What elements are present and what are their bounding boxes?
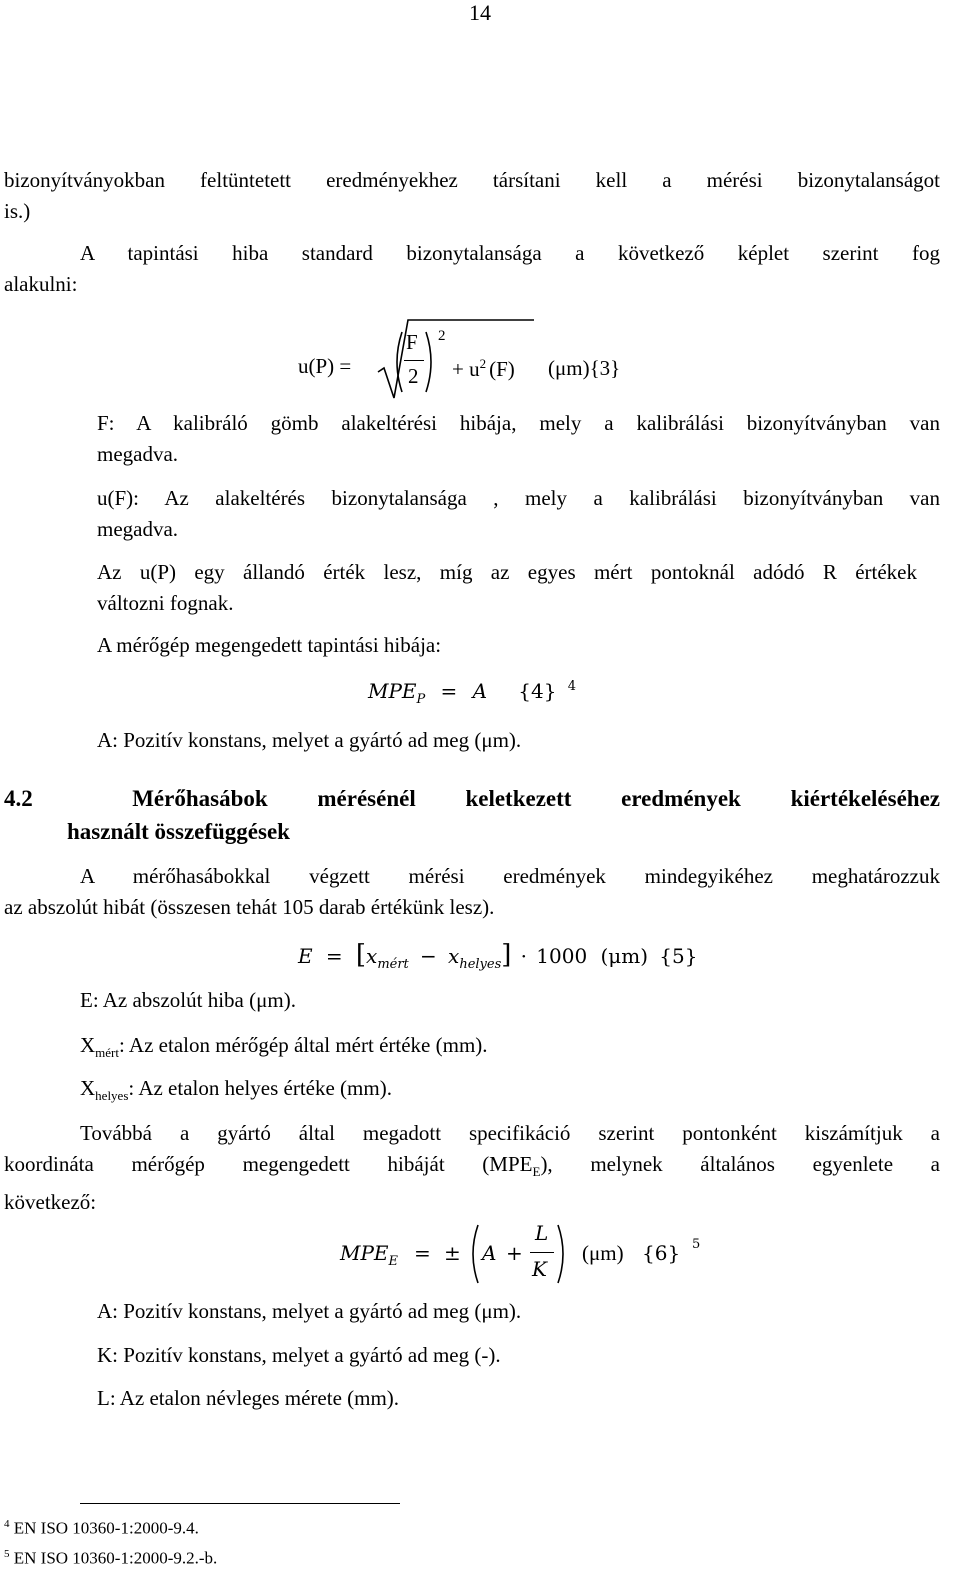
eq3-lhs: u(P) = [298,354,352,378]
eq6-a: A [482,1241,497,1265]
eq3-unit-tag [548,356,620,381]
paragraph-line: bizonyítványokban feltüntetett eredményekhez társítani kell a mérési bizonytalanságot [4,168,940,192]
eq6-lhs: MPE [340,1241,389,1265]
definition-line: megadva. [97,517,179,541]
equation-5 [298,940,697,972]
eq5-x2-sub: helyes [459,957,502,973]
paragraph-uncertainty-intro [4,238,940,300]
paragraph-line: Továbbá a gyártó által megadott specifikáció szerint pontonként kiszámítjuk a [80,1121,940,1145]
eq6-numerator: L [535,1221,549,1245]
spec-text-b: ), melynek általános egyenlete a [540,1152,940,1176]
definition-line: u(F): Az alakeltérés bizonytalansága , mely a kalibrálási bizonyítványban van [97,486,940,510]
eq3-u-exponent: 2 [479,356,487,371]
eq3-tag: {3} [589,356,621,380]
eq6-unit: (μm) [582,1241,624,1265]
eq4-rhs: A [472,679,488,703]
definition-line: megadva. [97,442,179,466]
fraction-bar [404,360,424,361]
paragraph-line: A mérőhasábokkal végzett mérési eredmények mindegyikéhez meghatározzuk [80,864,940,888]
paragraph-line: A tapintási hiba standard bizonytalansága a következő képlet szerint fog [80,241,940,265]
eq6-tag: {6} [642,1241,681,1265]
definition-A-2: A: Pozitív konstans, melyet a gyártó ad meg (μm). [97,1299,522,1323]
footnote-text: EN ISO 10360-1:2000-9.2.-b. [13,1548,218,1568]
definition-K: K: Pozitív konstans, melyet a gyártó ad meg (-). [97,1343,501,1367]
section-number: 4.2 [4,786,33,811]
eq6-plus: + [506,1241,523,1265]
eq3-plus: + u [452,357,480,381]
eq5-dot: · [520,944,528,968]
eq3-unit: (μm) [548,356,590,380]
definition-E: E: Az abszolút hiba (μm). [80,988,296,1012]
eq3-numerator: F [406,330,418,354]
eq4-tag: {4} [518,679,557,703]
x-helyes-text: : Az etalon helyes értéke (mm). [128,1076,392,1100]
definition-L: L: Az etalon névleges mérete (mm). [97,1386,400,1410]
section-heading [4,782,940,848]
eq5-x2: x [448,944,460,968]
definition-A: A: Pozitív konstans, melyet a gyártó ad meg (μm). [97,728,522,752]
eq5-lhs: E [298,944,313,968]
paragraph-mpe: A mérőgép megengedett tapintási hibája: [97,633,442,657]
x-helyes-symbol: X [80,1076,96,1100]
footnote-5 [4,1548,217,1569]
x-mert-symbol: X [80,1033,96,1057]
eq6-equals: = [414,1241,431,1265]
equation-6 [0,1215,960,1295]
footnote-text: EN ISO 10360-1:2000-9.4. [13,1518,199,1538]
paragraph-line [4,1149,940,1187]
eq6-plusminus: ± [444,1241,461,1265]
paragraph-uP [97,557,917,619]
x-mert-sub: mért [95,1045,119,1061]
eq5-factor: 1000 [536,944,588,968]
eq6-denominator: K [532,1257,547,1281]
paragraph-line: Az u(P) egy állandó érték lesz, míg az egyes mért pontoknál adódó R értékek [97,560,917,584]
left-paren-icon [466,1223,480,1285]
x-mert-text: : Az etalon mérőgép által mért értéke (mm). [119,1033,488,1057]
definition-x-mert [80,1033,488,1061]
footnote-4 [4,1518,199,1539]
paragraph-line: is.) [4,199,31,223]
fraction-bar [530,1252,554,1253]
definition-line: F: A kalibráló gömb alakeltérési hibája, mely a kalibrálási bizonyítványban van [97,411,940,435]
paragraph-continuation [4,165,940,227]
footnote-separator [80,1503,400,1504]
eq6-lhs-group [340,1241,398,1269]
page-number: 14 [469,0,491,25]
eq6-sub: E [388,1254,399,1270]
paragraph-line: az abszolút hibát (összesen tehát 105 darab értékünk lesz). [4,895,495,919]
definition-F [97,408,940,470]
paragraph-absolute-error [4,861,940,923]
right-bracket-icon: ] [501,940,512,970]
eq6-footnote-ref: 5 [692,1237,701,1252]
section-title-line: használt összefüggések [67,819,290,844]
eq5-unit: (μm) [600,944,649,968]
footnote-mark: 5 [4,1548,10,1560]
right-paren-icon [424,330,438,394]
x-helyes-sub: helyes [95,1088,129,1104]
left-paren-icon [390,330,404,394]
section-title-line [4,782,940,815]
footnote-mark: 4 [4,1518,10,1530]
eq5-x1-sub: mért [377,957,409,973]
eq5-x1: x [366,944,378,968]
section-title: Mérőhasábok mérésénél keletkezett eredmények kiértékeléséhez [132,786,941,811]
definition-uF [97,483,940,545]
equation-3 [0,316,960,402]
spec-text-a: koordináta mérőgép megengedett hibáját (MPE [4,1152,533,1176]
eq3-denominator: 2 [408,364,419,388]
eq5-tag: {5} [659,944,698,968]
eq4-footnote-ref: 4 [567,679,576,694]
paragraph-line: alakulni: [4,272,78,296]
left-bracket-icon: [ [355,940,367,970]
eq3-plus-u [452,356,515,382]
right-paren-icon [556,1223,570,1285]
eq3-exponent: 2 [438,328,446,344]
paragraph-line: következő: [4,1190,97,1215]
eq4-lhs: MPE [368,679,417,703]
spec-sub: E [532,1164,541,1180]
equation-4 [368,679,576,707]
eq5-minus: − [420,944,437,968]
eq4-equals: = [440,679,458,703]
eq4-sub: P [416,692,426,708]
eq3-arg: (F) [489,357,515,381]
paragraph-line: változni fognak. [97,591,234,615]
paragraph-specification [4,1118,940,1218]
eq5-equals: = [325,944,343,968]
definition-x-helyes [80,1076,392,1104]
